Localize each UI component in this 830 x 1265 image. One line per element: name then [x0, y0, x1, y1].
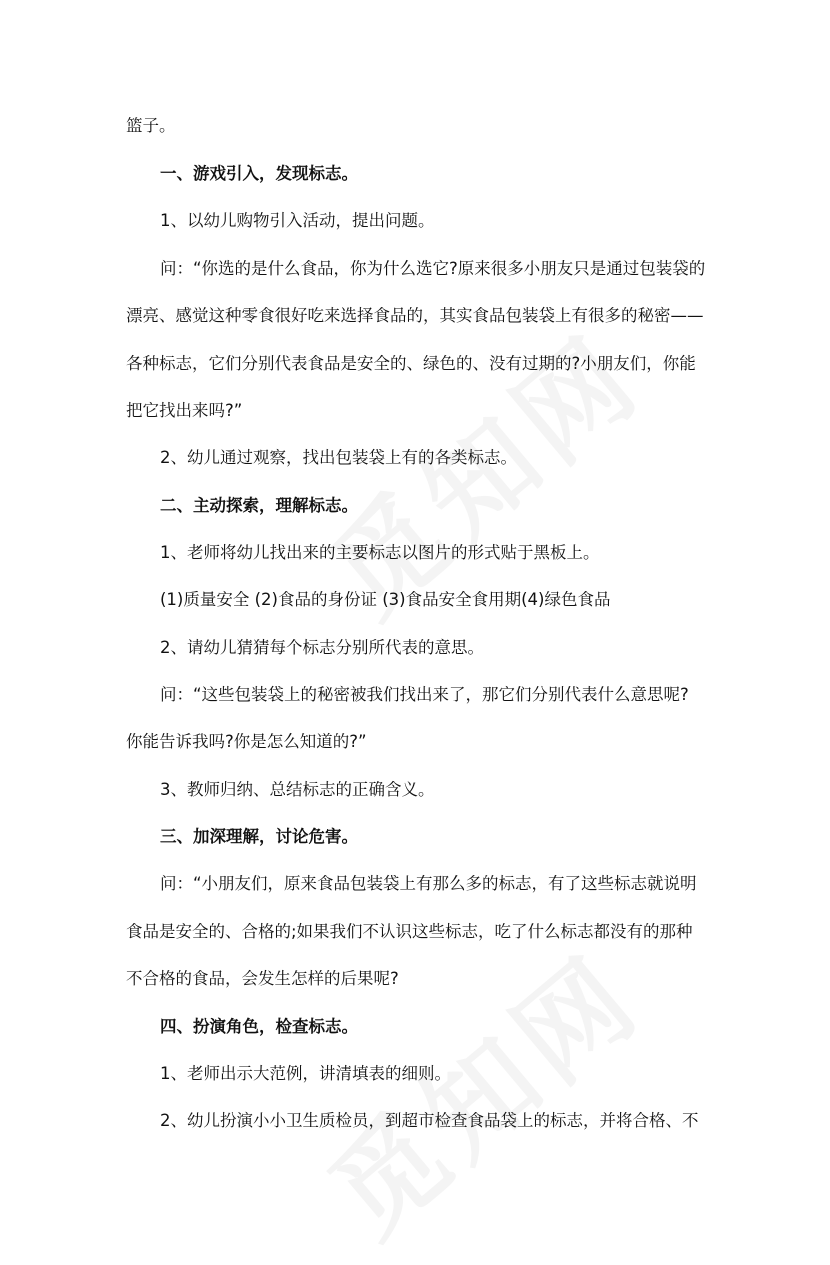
paragraph-line: (1)质量安全 (2)食品的身份证 (3)食品安全食用期(4)绿色食品 [160, 590, 611, 609]
paragraph-line: 不合格的食品，会发生怎样的后果呢? [126, 969, 399, 988]
section-heading: 三、加深理解，讨论危害。 [160, 827, 358, 846]
section-heading: 二、主动探索，理解标志。 [160, 496, 358, 515]
paragraph-line: 1、老师出示大范例，讲清填表的细则。 [160, 1064, 451, 1083]
section-heading: 四、扮演角色，检查标志。 [160, 1017, 358, 1036]
section-heading: 一、游戏引入，发现标志。 [160, 164, 358, 183]
paragraph-line: 食品是安全的、合格的;如果我们不认识这些标志，吃了什么标志都没有的那种 [126, 922, 693, 941]
paragraph-line: 2、请幼儿猜猜每个标志分别所代表的意思。 [160, 638, 484, 657]
paragraph-line: 各种标志，它们分别代表食品是安全的、绿色的、没有过期的?小朋友们，你能 [126, 354, 696, 373]
paragraph-line: 把它找出来吗?” [126, 401, 243, 420]
paragraph-line: 1、老师将幼儿找出来的主要标志以图片的形式贴于黑板上。 [160, 543, 600, 562]
paragraph-line: 问：“你选的是什么食品，你为什么选它?原来很多小朋友只是通过包装袋的 [160, 259, 706, 278]
paragraph-line: 1、以幼儿购物引入活动，提出问题。 [160, 211, 435, 230]
paragraph-line: 篮子。 [126, 116, 176, 135]
paragraph-line: 问：“小朋友们，原来食品包装袋上有那么多的标志，有了这些标志就说明 [160, 874, 697, 893]
paragraph-line: 漂亮、感觉这种零食很好吃来选择食品的，其实食品包装袋上有很多的秘密—— [126, 306, 704, 325]
paragraph-line: 2、幼儿通过观察，找出包装袋上有的各类标志。 [160, 448, 517, 467]
paragraph-line: 3、教师归纳、总结标志的正确含义。 [160, 780, 435, 799]
paragraph-line: 2、幼儿扮演小小卫生质检员，到超市检查食品袋上的标志，并将合格、不 [160, 1111, 699, 1130]
watermark [291, 913, 668, 1265]
paragraph-line: 你能告诉我吗?你是怎么知道的?” [126, 732, 367, 751]
paragraph-line: 问：“这些包装袋上的秘密被我们找出来了，那它们分别代表什么意思呢? [160, 685, 689, 704]
